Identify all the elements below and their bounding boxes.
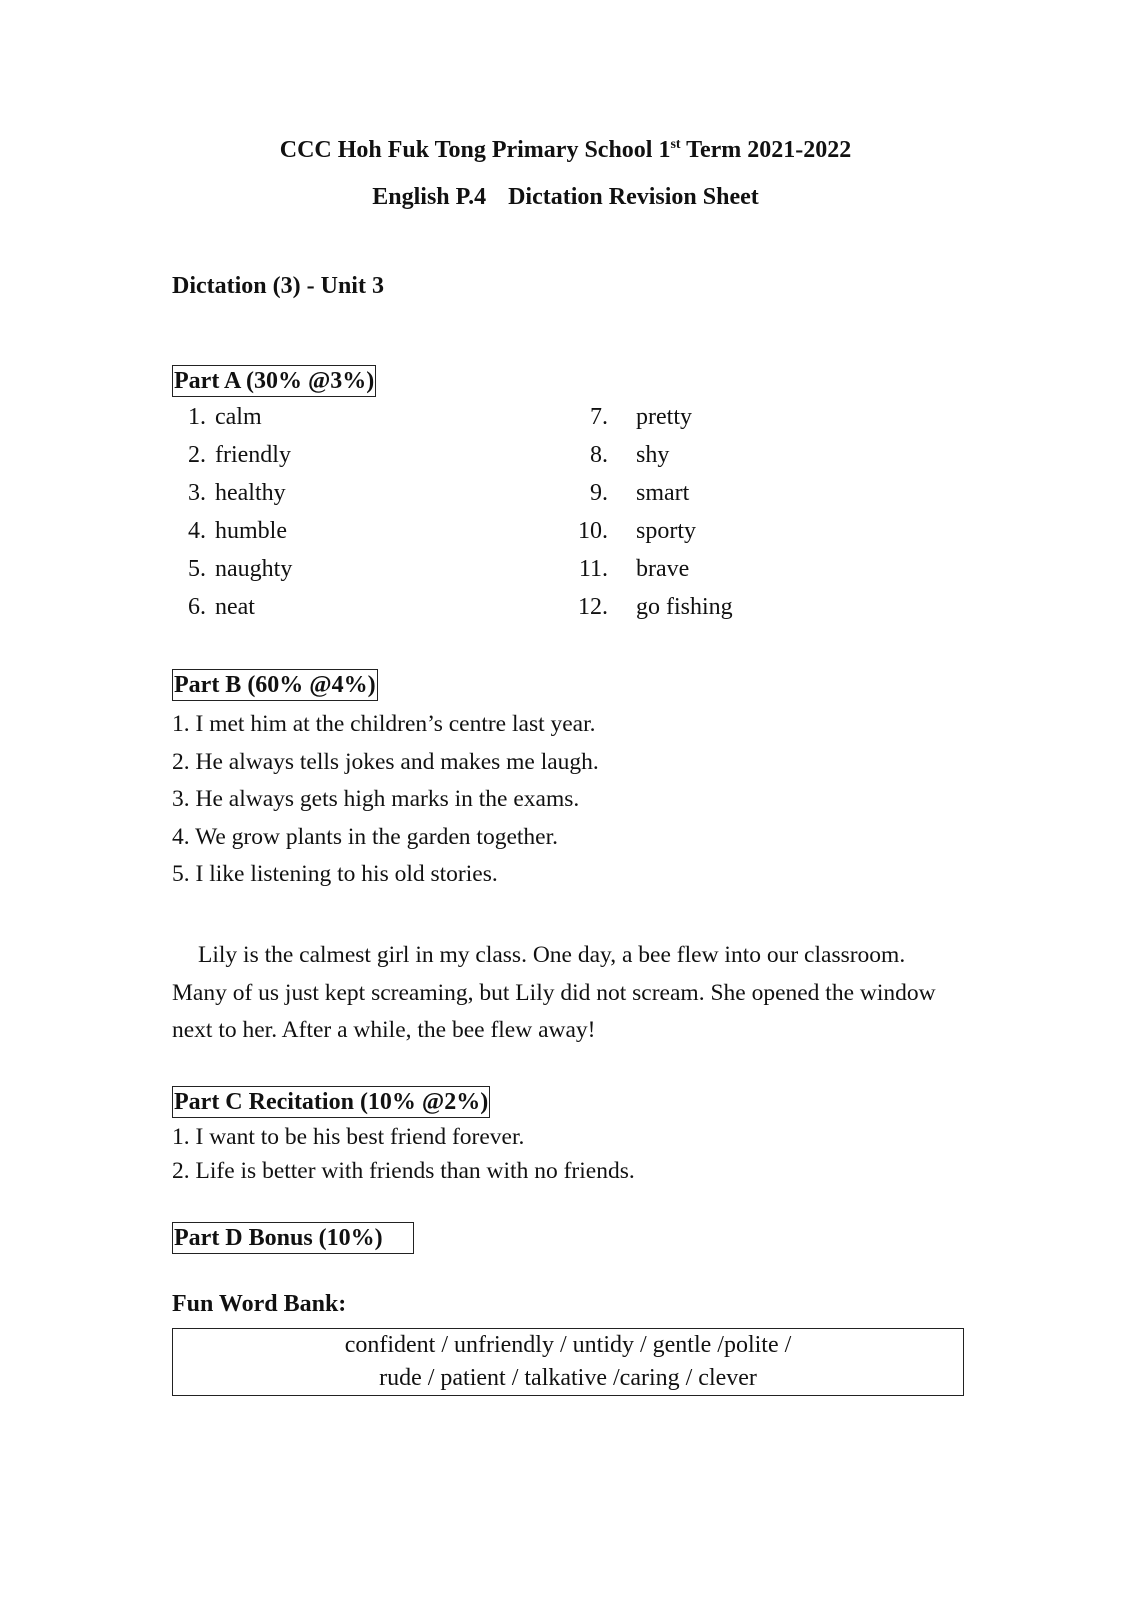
item-number: 12. — [578, 594, 608, 620]
item-number: 11. — [578, 556, 608, 582]
item-word: shy — [636, 442, 670, 468]
item-number: 3. — [188, 480, 206, 506]
word-bank-line: rude / patient / talkative /caring / clever — [379, 1365, 757, 1391]
item-number: 4. — [188, 518, 206, 544]
title-prefix: CCC Hoh Fuk Tong Primary School 1 — [279, 137, 671, 163]
subtitle-sheet-name: Dictation Revision Sheet — [508, 184, 759, 210]
item-word: sporty — [636, 518, 696, 544]
item-word: neat — [215, 594, 255, 620]
part-b-sentence-list — [172, 706, 599, 894]
sentence-item: 3. He always gets high marks in the exams. — [172, 786, 580, 812]
sentence-item: 2. Life is better with friends than with no friends. — [172, 1158, 635, 1184]
word-bank-box — [172, 1328, 964, 1396]
item-word: humble — [215, 518, 287, 544]
subtitle-subject: English P.4 — [372, 184, 487, 210]
item-word: calm — [215, 404, 262, 430]
item-number: 1. — [188, 404, 206, 430]
sentence-item: 2. He always tells jokes and makes me laugh. — [172, 748, 599, 775]
part-c-sentence-list — [172, 1120, 635, 1188]
page-title — [0, 137, 1131, 164]
item-word: friendly — [215, 442, 291, 468]
word-bank-line: confident / unfriendly / untidy / gentle /polite / — [344, 1332, 792, 1358]
dictation-heading: Dictation (3) - Unit 3 — [172, 273, 384, 299]
item-number: 2. — [188, 442, 206, 468]
item-word: smart — [636, 480, 690, 506]
title-superscript: st — [670, 137, 681, 152]
item-number: 9. — [590, 480, 608, 506]
item-word: brave — [636, 556, 690, 582]
item-word: healthy — [215, 480, 286, 506]
title-suffix: Term 2021-2022 — [680, 137, 852, 163]
item-word: naughty — [215, 556, 293, 582]
page-subtitle — [0, 184, 1131, 211]
part-b-heading: Part B (60% @4%) — [172, 669, 378, 701]
sentence-item: 1. I met him at the children’s centre last year. — [172, 711, 596, 737]
item-word: pretty — [636, 404, 692, 430]
item-number: 5. — [188, 556, 206, 582]
item-word: go fishing — [636, 594, 733, 620]
sentence-item: 4. We grow plants in the garden together. — [172, 823, 558, 850]
part-d-heading: Part D Bonus (10%) — [172, 1222, 414, 1254]
item-number: 7. — [590, 404, 608, 430]
item-number: 6. — [188, 594, 206, 620]
word-bank-heading: Fun Word Bank: — [172, 1291, 347, 1317]
sentence-item: 1. I want to be his best friend forever. — [172, 1124, 525, 1150]
item-number: 10. — [578, 518, 608, 544]
sentence-item: 5. I like listening to his old stories. — [172, 861, 498, 887]
part-c-heading: Part C Recitation (10% @2%) — [172, 1086, 490, 1118]
part-a-heading: Part A (30% @3%) — [172, 365, 376, 397]
part-b-paragraph: Lily is the calmest girl in my class. One day, a bee flew into our classroom. Many of us just kept screaming, but Lily did not scream. She opened the window next to her. After a while, the bee flew away! — [172, 942, 936, 1043]
item-number: 8. — [590, 442, 608, 468]
